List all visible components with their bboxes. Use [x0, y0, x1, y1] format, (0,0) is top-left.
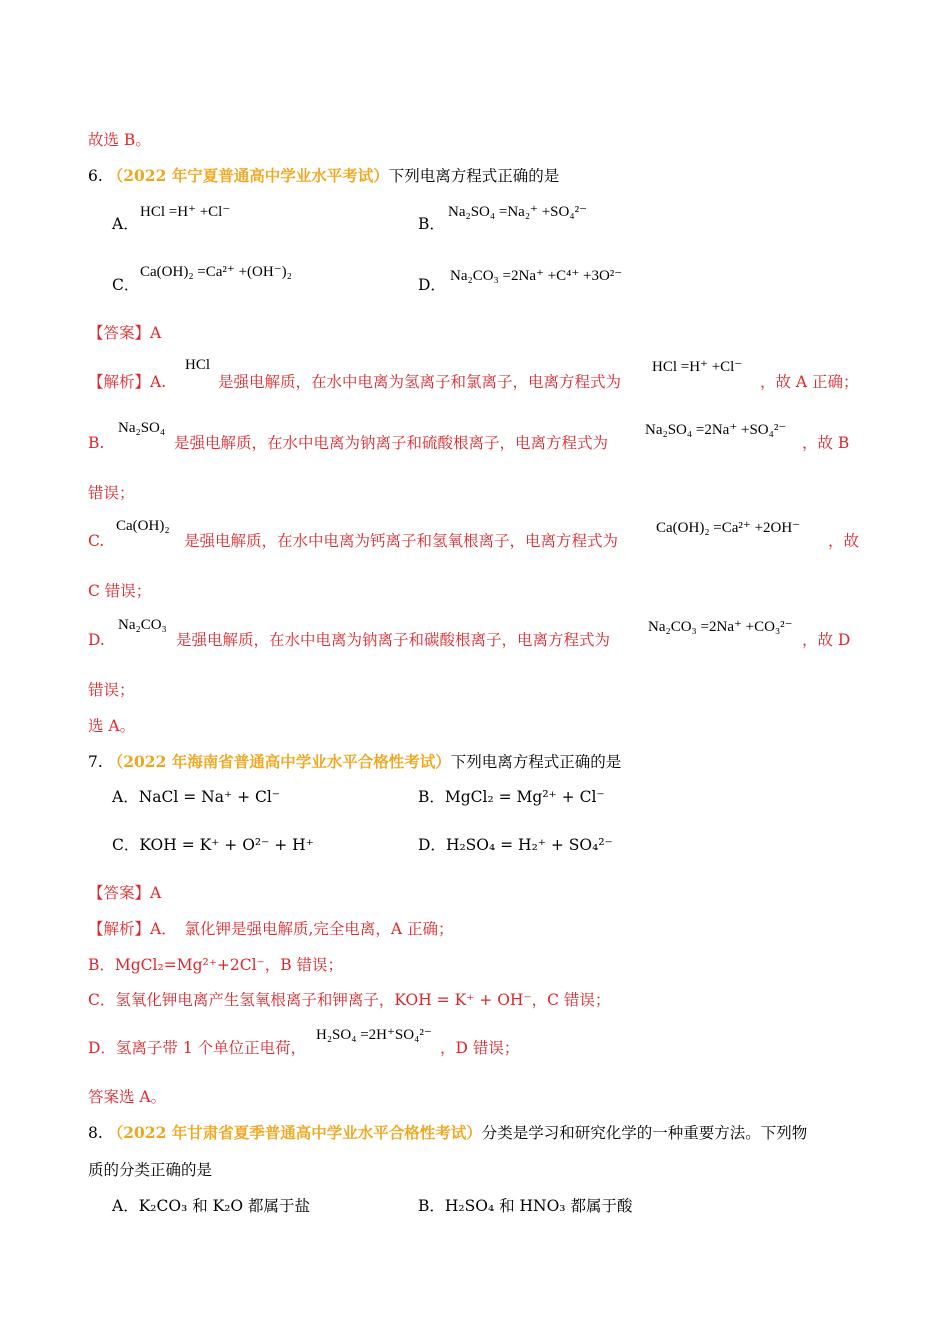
question-number: 7. [88, 753, 103, 771]
q7-analysis-c: C．氢氧化钾电离产生氢氧根离子和钾离子，KOH = K⁺ + OH⁻，C 错误； [88, 991, 611, 1009]
question-source: （2022 年甘肃省夏季普通高中学业水平合格性考试） [107, 1123, 482, 1142]
q6-option-a-label: A． [112, 215, 139, 233]
q6-analysis-a-formula1: HCl [185, 357, 211, 373]
q6-option-d-label: D． [418, 276, 446, 294]
q6-option-d-formula: Na₂CO₃ =2Na⁺ +C⁴⁺ +3O²⁻ [450, 268, 623, 284]
q6-analysis-d-prefix: D. [88, 631, 105, 649]
q7-option-b [418, 787, 605, 807]
question-number: 6. [88, 167, 103, 185]
q6-analysis-a-text: 是强电解质，在水中电离为氢离子和氯离子，电离方程式为 [218, 373, 622, 391]
q8-option-b [418, 1196, 632, 1216]
q6-option-b-formula: Na₂SO₄ =Na₂⁺ +SO₄²⁻ [448, 204, 587, 220]
q6-option-c-formula: Ca(OH)₂ =Ca²⁺ +(OH⁻)₂ [140, 264, 292, 280]
question-stem: 下列电离方程式正确的是 [388, 167, 560, 185]
option-formula: KOH = K⁺ + O²⁻ + H⁺ [139, 836, 314, 854]
q7-conclusion: 答案选 A。 [88, 1088, 167, 1106]
q7-analysis-d-prefix: D．氢离子带 1 个单位正电荷， [88, 1039, 307, 1057]
question-stem: 下列电离方程式正确的是 [450, 753, 622, 771]
option-label: D． [418, 836, 446, 854]
q6-analysis-d-formula2: Na₂CO₃ =2Na⁺ +CO₃²⁻ [648, 619, 793, 635]
q6-analysis-c-prefix: C. [88, 532, 105, 550]
q6-analysis-b-end2: 错误； [88, 484, 135, 502]
question-number: 8. [88, 1124, 103, 1142]
question-8-header [88, 1123, 807, 1143]
option-text: H₂SO₄ 和 HNO₃ 都属于酸 [444, 1197, 633, 1215]
q7-analysis-a: 【解析】A． 氯化钾是强电解质,完全电离，A 正确； [88, 920, 454, 938]
q6-answer: 【答案】A [88, 324, 162, 342]
question-6-header [88, 166, 559, 186]
q7-option-a [112, 787, 280, 807]
q7-analysis-d-formula: H₂SO₄ =2H⁺SO₄²⁻ [316, 1027, 432, 1043]
q7-analysis-b: B．MgCl₂=Mg²⁺+2Cl⁻，B 错误； [88, 956, 344, 974]
q6-analysis-b-end: ，故 B [802, 434, 850, 452]
q6-analysis-a-prefix: 【解析】A. [88, 373, 167, 391]
question-8-stem-continued: 质的分类正确的是 [88, 1161, 213, 1179]
q6-analysis-c-end: ，故 [828, 532, 860, 550]
q8-option-a [112, 1196, 310, 1216]
q6-analysis-b-prefix: B. [88, 434, 105, 452]
q7-option-c [112, 835, 314, 855]
q6-option-b-label: B． [418, 215, 445, 233]
q6-analysis-d-end: ，故 D [802, 631, 851, 649]
question-source: （2022 年宁夏普通高中学业水平考试） [107, 166, 389, 185]
option-label: A． [112, 1197, 139, 1215]
q6-analysis-b-formula2: Na₂SO₄ =2Na⁺ +SO₄²⁻ [645, 422, 787, 438]
q6-analysis-b-text: 是强电解质，在水中电离为钠离子和硫酸根离子，电离方程式为 [174, 434, 609, 452]
q6-conclusion: 选 A。 [88, 717, 136, 735]
question-source: （2022 年海南省普通高中学业水平合格性考试） [107, 752, 451, 771]
q6-analysis-a-formula2: HCl =H⁺ +Cl⁻ [652, 359, 743, 375]
prev-conclusion: 故选 B。 [88, 131, 151, 149]
q6-option-a-formula: HCl =H⁺ +Cl⁻ [140, 204, 231, 220]
option-label: C． [112, 836, 140, 854]
option-formula: MgCl₂ = Mg²⁺ + Cl⁻ [444, 788, 605, 806]
q6-analysis-d-text: 是强电解质，在水中电离为钠离子和碳酸根离子，电离方程式为 [176, 631, 611, 649]
option-formula: NaCl = Na⁺ + Cl⁻ [138, 788, 280, 806]
option-label: A． [112, 788, 139, 806]
q6-option-c-label: C． [112, 276, 140, 294]
question-stem: 分类是学习和研究化学的一种重要方法。下列物 [481, 1124, 808, 1142]
q6-analysis-c-formula2: Ca(OH)₂ =Ca²⁺ +2OH⁻ [656, 520, 801, 536]
q6-analysis-d-formula1: Na₂CO₃ [118, 617, 167, 633]
q6-analysis-c-end2: C 错误； [88, 582, 152, 600]
q7-answer: 【答案】A [88, 884, 162, 902]
option-formula: H₂SO₄ = H₂⁺ + SO₄²⁻ [445, 836, 613, 854]
q7-analysis-d-end: ，D 错误； [440, 1039, 520, 1057]
q6-analysis-b-formula1: Na₂SO₄ [118, 420, 166, 436]
q6-analysis-d-end2: 错误； [88, 681, 135, 699]
option-text: K₂CO₃ 和 K₂O 都属于盐 [138, 1197, 311, 1215]
q7-option-d [418, 835, 613, 855]
q6-analysis-c-formula1: Ca(OH)₂ [116, 518, 170, 534]
q6-analysis-c-text: 是强电解质，在水中电离为钙离子和氢氧根离子，电离方程式为 [184, 532, 619, 550]
option-label: B． [418, 788, 445, 806]
question-7-header [88, 752, 621, 772]
option-label: B． [418, 1197, 445, 1215]
q6-analysis-a-end: ，故 A 正确； [760, 373, 859, 391]
